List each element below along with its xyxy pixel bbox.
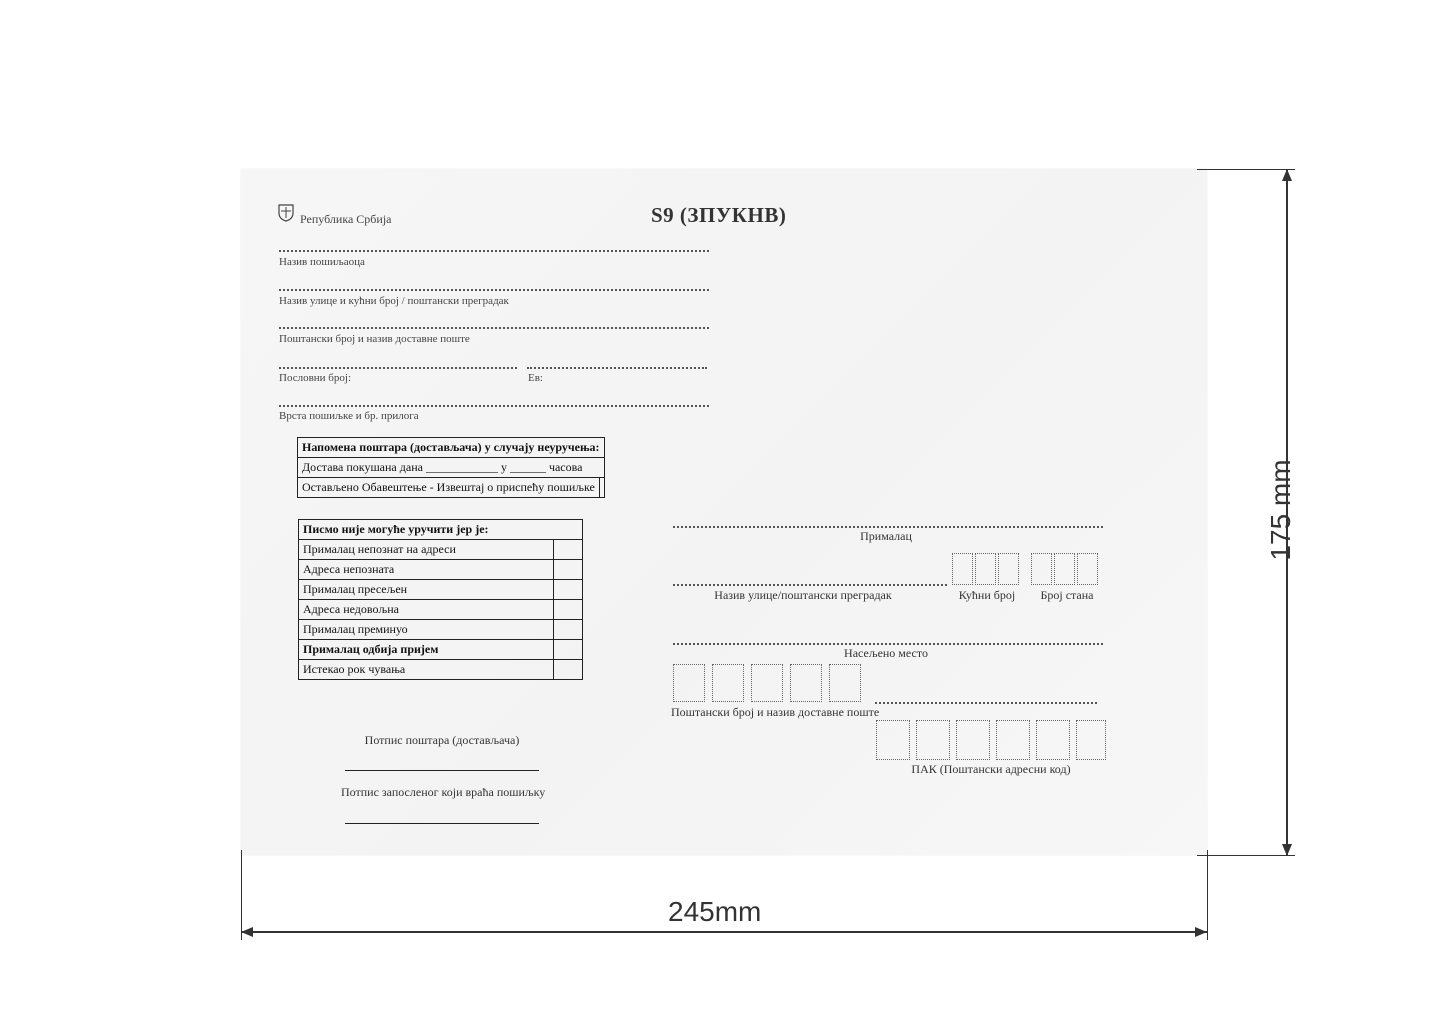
recipient-label: Прималац — [860, 529, 912, 543]
sender-street-line — [279, 289, 709, 291]
delivery-note-table — [297, 437, 605, 498]
pak-box[interactable] — [996, 720, 1030, 760]
reason-checkbox[interactable] — [554, 600, 583, 620]
postman-signature-label: Потпис поштара (достављача) — [364, 733, 520, 747]
width-dimension-label: 245mm — [668, 896, 762, 927]
sender-street-label: Назив улице и кућни број / поштански преградак — [279, 295, 509, 307]
delivery-attempt-row: Достава покушана дана ____________ у ______ часова — [298, 458, 605, 478]
place-line — [673, 643, 1103, 645]
form-title: S9 (ЗПУКНВ) — [651, 203, 787, 227]
pak-box[interactable] — [916, 720, 950, 760]
pak-box[interactable] — [956, 720, 990, 760]
pak-box[interactable] — [1076, 720, 1106, 760]
recipient-street-label: Назив улице/поштански преградак — [714, 588, 892, 602]
envelope — [241, 169, 1207, 855]
postal-code-box[interactable] — [790, 664, 822, 702]
house-no-box[interactable] — [975, 553, 996, 585]
postal-office-line — [875, 702, 1097, 704]
reason-checkbox[interactable] — [554, 580, 583, 600]
height-dimension-label: 175 mm — [1265, 459, 1296, 561]
business-no-label: Пословни број: — [279, 372, 352, 384]
reason-checkbox[interactable] — [554, 620, 583, 640]
reason-row: Адреса недовољна — [299, 600, 554, 620]
ev-label: Ев: — [528, 372, 543, 384]
notice-left-row: Остављено Обавештење - Извештај о приспећу пошиљке — [298, 478, 600, 498]
postal-code-box[interactable] — [751, 664, 783, 702]
reason-row: Адреса непозната — [299, 560, 554, 580]
apt-no-box[interactable] — [1031, 553, 1052, 585]
notice-left-checkbox[interactable] — [599, 478, 604, 498]
apt-no-box[interactable] — [1054, 553, 1075, 585]
reason-checkbox[interactable] — [554, 560, 583, 580]
reasons-header: Писмо није могуће уручити јер је: — [299, 520, 583, 540]
ev-line — [527, 367, 707, 369]
pak-box[interactable] — [876, 720, 910, 760]
employee-signature-line — [345, 823, 539, 824]
postman-signature-line — [345, 770, 539, 771]
undeliverable-reasons-table — [298, 519, 583, 680]
pak-box[interactable] — [1036, 720, 1070, 760]
reason-row: Прималац пресељен — [299, 580, 554, 600]
pak-label: ПАК (Поштански адресни код) — [911, 762, 1071, 776]
reason-row: Истекао рок чувања — [299, 660, 554, 680]
house-no-box[interactable] — [998, 553, 1019, 585]
sender-postal-label: Поштански број и назив доставне поште — [279, 333, 470, 345]
type-label: Врста пошиљке и бр. прилога — [279, 410, 419, 422]
sender-name-label: Назив пошиљаоца — [279, 256, 365, 268]
reason-row: Прималац непознат на адреси — [299, 540, 554, 560]
employee-signature-label: Потпис запосленог који враћа пошиљку — [341, 785, 546, 799]
sender-postal-line — [279, 327, 709, 329]
dimension-tick-right — [1207, 850, 1208, 940]
reason-checkbox[interactable] — [554, 660, 583, 680]
republic-label: Република Србија — [300, 212, 392, 226]
postal-code-box[interactable] — [829, 664, 861, 702]
reason-checkbox[interactable] — [554, 640, 583, 660]
delivery-note-header: Напомена поштара (достављача) у случају неуручења: — [298, 438, 605, 458]
reason-checkbox[interactable] — [554, 540, 583, 560]
postal-code-box[interactable] — [712, 664, 744, 702]
type-line — [279, 405, 709, 407]
place-label: Насељено место — [844, 646, 928, 660]
recipient-line — [673, 526, 1103, 528]
apt-no-label: Број стана — [1040, 588, 1094, 602]
coat-of-arms-icon — [278, 204, 294, 222]
reason-row: Прималац преминуо — [299, 620, 554, 640]
business-no-line — [279, 367, 517, 369]
recipient-postal-label: Поштански број и назив доставне поште — [671, 705, 880, 719]
recipient-street-line — [673, 584, 947, 586]
postal-code-box[interactable] — [673, 664, 705, 702]
house-no-box[interactable] — [952, 553, 973, 585]
reason-row: Прималац одбија пријем — [299, 640, 554, 660]
sender-name-line — [279, 250, 709, 252]
house-no-label: Кућни број — [958, 588, 1016, 602]
apt-no-box[interactable] — [1077, 553, 1098, 585]
